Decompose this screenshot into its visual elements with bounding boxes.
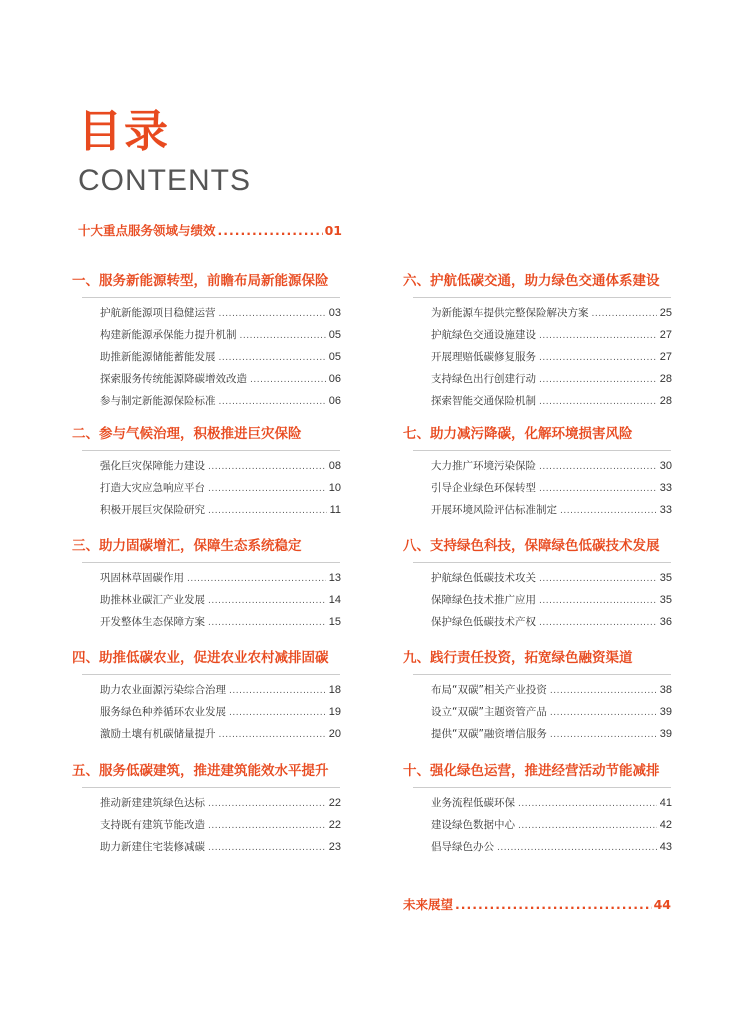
toc-item-page: 06	[328, 373, 341, 385]
toc-leader-dots	[208, 479, 326, 500]
toc-item[interactable]	[100, 837, 341, 859]
toc-item-page: 14	[328, 594, 341, 606]
toc-item[interactable]	[100, 612, 341, 634]
toc-item-label: 积极开展巨灾保险研究	[100, 504, 205, 516]
toc-item[interactable]	[431, 793, 672, 815]
toc-leader-dots	[539, 326, 657, 347]
toc-section-1	[72, 272, 342, 413]
toc-section-3	[72, 537, 342, 634]
toc-item-page: 11	[329, 504, 341, 516]
toc-item-label: 布局“双碳”相关产业投资	[431, 684, 547, 696]
toc-section-2	[72, 425, 342, 522]
toc-item[interactable]	[431, 837, 672, 859]
toc-leader-dots	[550, 725, 657, 746]
section-title[interactable]: 五、服务低碳建筑，推进建筑能效水平提升	[72, 763, 329, 779]
toc-item-page: 28	[659, 395, 672, 407]
toc-item[interactable]	[100, 391, 341, 413]
toc-item-page: 35	[659, 594, 672, 606]
toc-item-label: 构建新能源承保能力提升机制	[100, 329, 237, 341]
toc-item-page: 23	[328, 841, 341, 853]
toc-item-page: 41	[659, 797, 672, 809]
toc-item-page: 05	[328, 329, 341, 341]
toc-item-label: 支持既有建筑节能改造	[100, 819, 205, 831]
toc-section-5	[72, 762, 342, 859]
toc-item[interactable]	[100, 680, 341, 702]
toc-item[interactable]	[431, 325, 672, 347]
toc-item-page: 35	[659, 572, 672, 584]
toc-leader-dots	[187, 569, 326, 590]
toc-item-label: 为新能源车提供完整保险解决方案	[431, 307, 589, 319]
toc-item-label: 探索服务传统能源降碳增效改造	[100, 373, 247, 385]
toc-leader-dots	[592, 304, 657, 325]
toc-item-page: 10	[328, 482, 341, 494]
toc-leader-dots	[539, 569, 657, 590]
toc-leader-dots	[539, 591, 657, 612]
toc-item-label: 护航新能源项目稳健运营	[100, 307, 216, 319]
toc-item-page: 15	[328, 616, 341, 628]
toc-item[interactable]	[100, 347, 341, 369]
toc-leader-dots	[208, 457, 326, 478]
toc-item-label: 服务绿色种养循环农业发展	[100, 706, 226, 718]
toc-item[interactable]	[100, 724, 341, 746]
section-title[interactable]: 九、践行责任投资，拓宽绿色融资渠道	[403, 650, 633, 666]
toc-item[interactable]	[431, 347, 672, 369]
toc-item-page: 43	[659, 841, 672, 853]
toc-item-label: 助力新建住宅装修减碳	[100, 841, 205, 853]
toc-item-label: 探索智能交通保险机制	[431, 395, 536, 407]
section-divider	[82, 787, 340, 788]
section-title[interactable]: 二、参与气候治理，积极推进巨灾保险	[72, 426, 302, 442]
section-divider	[413, 674, 671, 675]
toc-leader-dots	[250, 370, 326, 391]
toc-item-page: 39	[659, 728, 672, 740]
toc-item[interactable]	[431, 724, 672, 746]
toc-item[interactable]	[100, 500, 341, 522]
toc-item-page: 18	[328, 684, 341, 696]
toc-item-label: 激励土壤有机碳储量提升	[100, 728, 216, 740]
toc-item-page: 08	[328, 460, 341, 472]
toc-item-label: 建设绿色数据中心	[431, 819, 515, 831]
toc-item-page: 03	[328, 307, 341, 319]
section-divider	[82, 674, 340, 675]
toc-item-label: 开展理赔低碳修复服务	[431, 351, 536, 363]
toc-entry-page: 44	[653, 897, 671, 912]
toc-leader-dots	[219, 725, 326, 746]
toc-item[interactable]	[100, 793, 341, 815]
toc-item-label: 打造大灾应急响应平台	[100, 482, 205, 494]
toc-leader-dots	[518, 794, 657, 815]
toc-item-label: 业务流程低碳环保	[431, 797, 515, 809]
toc-item[interactable]	[100, 590, 341, 612]
toc-item-label: 护航绿色低碳技术攻关	[431, 572, 536, 584]
toc-leader-dots	[539, 479, 657, 500]
toc-item-label: 倡导绿色办公	[431, 841, 494, 853]
toc-leader-dots	[208, 794, 326, 815]
toc-entry-label: 十大重点服务领域与绩效	[78, 223, 216, 238]
toc-leader-dots	[497, 838, 657, 859]
toc-item[interactable]	[431, 568, 672, 590]
toc-item-label: 助力农业面源污染综合治理	[100, 684, 226, 696]
toc-section-8	[403, 537, 673, 634]
toc-item[interactable]	[100, 456, 341, 478]
toc-leader-dots	[455, 897, 652, 912]
toc-leader-dots	[208, 816, 326, 837]
toc-item-label: 护航绿色交通设施建设	[431, 329, 536, 341]
toc-leader-dots	[539, 370, 657, 391]
toc-leader-dots	[550, 703, 657, 724]
toc-leader-dots	[219, 348, 326, 369]
toc-item-label: 参与制定新能源保险标准	[100, 395, 216, 407]
toc-item-page: 22	[328, 819, 341, 831]
toc-item[interactable]	[431, 680, 672, 702]
toc-item[interactable]	[431, 369, 672, 391]
toc-leader-dots	[539, 392, 657, 413]
section-divider	[413, 562, 671, 563]
toc-leader-dots	[208, 591, 326, 612]
section-title[interactable]: 八、支持绿色科技，保障绿色低碳技术发展	[403, 538, 660, 554]
toc-leader-dots	[560, 501, 657, 522]
toc-item[interactable]	[431, 702, 672, 724]
toc-leader-dots	[219, 304, 326, 325]
toc-item[interactable]	[431, 612, 672, 634]
toc-item-page: 33	[659, 482, 672, 494]
toc-item-label: 设立“双碳”主题资管产品	[431, 706, 547, 718]
toc-item-label: 开发整体生态保障方案	[100, 616, 205, 628]
toc-item-label: 开展环境风险评估标准制定	[431, 504, 557, 516]
toc-item-page: 22	[328, 797, 341, 809]
toc-item-label: 强化巨灾保障能力建设	[100, 460, 205, 472]
toc-item-page: 06	[328, 395, 341, 407]
toc-section-4	[72, 649, 342, 746]
toc-item-label: 引导企业绿色环保转型	[431, 482, 536, 494]
toc-item-page: 13	[328, 572, 341, 584]
toc-item[interactable]	[431, 815, 672, 837]
section-divider	[82, 450, 340, 451]
toc-item-page: 05	[328, 351, 341, 363]
section-title[interactable]: 四、助推低碳农业，促进农业农村减排固碳	[72, 650, 329, 666]
toc-item-label: 保护绿色低碳技术产权	[431, 616, 536, 628]
toc-entry-overview[interactable]	[78, 221, 342, 239]
toc-item[interactable]	[431, 590, 672, 612]
toc-item-page: 27	[659, 329, 672, 341]
section-divider	[413, 297, 671, 298]
toc-leader-dots	[539, 613, 657, 634]
toc-item[interactable]	[100, 568, 341, 590]
toc-leader-dots	[208, 501, 327, 522]
toc-item[interactable]	[100, 478, 341, 500]
toc-item[interactable]	[431, 478, 672, 500]
toc-leader-dots	[518, 816, 657, 837]
section-title[interactable]: 六、护航低碳交通，助力绿色交通体系建设	[403, 273, 660, 289]
toc-item-label: 巩固林草固碳作用	[100, 572, 184, 584]
toc-item-label: 大力推广环境污染保险	[431, 460, 536, 472]
toc-item[interactable]	[100, 702, 341, 724]
section-divider	[82, 297, 340, 298]
page-title: 目录	[78, 106, 170, 157]
toc-section-10	[403, 762, 673, 859]
toc-item-page: 33	[659, 504, 672, 516]
toc-entry-label: 未来展望	[403, 897, 454, 912]
toc-section-7	[403, 425, 673, 522]
toc-item[interactable]	[100, 815, 341, 837]
toc-leader-dots	[229, 703, 326, 724]
toc-item[interactable]	[100, 369, 341, 391]
toc-item-label: 助推林业碳汇产业发展	[100, 594, 205, 606]
toc-leader-dots	[550, 681, 657, 702]
toc-item-label: 提供“双碳”融资增信服务	[431, 728, 547, 740]
toc-item[interactable]	[100, 303, 341, 325]
section-title[interactable]: 一、服务新能源转型，前瞻布局新能源保险	[72, 273, 329, 289]
toc-leader-dots	[219, 392, 326, 413]
page-subtitle: CONTENTS	[78, 164, 251, 197]
section-title[interactable]: 七、助力减污降碳，化解环境损害风险	[403, 426, 633, 442]
section-title[interactable]: 三、助力固碳增汇，保障生态系统稳定	[72, 538, 302, 554]
toc-leader-dots	[229, 681, 326, 702]
toc-item-label: 推动新建建筑绿色达标	[100, 797, 205, 809]
toc-item[interactable]	[431, 303, 672, 325]
toc-section-6	[403, 272, 673, 413]
toc-item-page: 25	[659, 307, 672, 319]
toc-item-page: 20	[328, 728, 341, 740]
toc-leader-dots	[208, 838, 326, 859]
toc-item[interactable]	[431, 500, 672, 522]
section-divider	[82, 562, 340, 563]
toc-leader-dots	[539, 457, 657, 478]
section-title[interactable]: 十、强化绿色运营，推进经营活动节能减排	[403, 763, 660, 779]
toc-item-page: 38	[659, 684, 672, 696]
toc-leader-dots	[539, 348, 657, 369]
section-divider	[413, 787, 671, 788]
toc-leader-dots	[208, 613, 326, 634]
toc-item[interactable]	[100, 325, 341, 347]
toc-item[interactable]	[431, 391, 672, 413]
toc-item-page: 27	[659, 351, 672, 363]
toc-item-page: 28	[659, 373, 672, 385]
toc-item-label: 助推新能源储能蓄能发展	[100, 351, 216, 363]
toc-entry-future-outlook[interactable]	[403, 895, 671, 913]
toc-leader-dots	[240, 326, 326, 347]
section-divider	[413, 450, 671, 451]
toc-section-9	[403, 649, 673, 746]
toc-item[interactable]	[431, 456, 672, 478]
toc-item-label: 支持绿色出行创建行动	[431, 373, 536, 385]
toc-item-page: 30	[659, 460, 672, 472]
toc-item-page: 36	[659, 616, 672, 628]
toc-item-page: 42	[659, 819, 672, 831]
toc-item-page: 39	[659, 706, 672, 718]
toc-entry-page: 01	[324, 223, 342, 238]
toc-item-label: 保障绿色技术推广应用	[431, 594, 536, 606]
toc-item-page: 19	[328, 706, 341, 718]
toc-leader-dots	[218, 223, 323, 238]
